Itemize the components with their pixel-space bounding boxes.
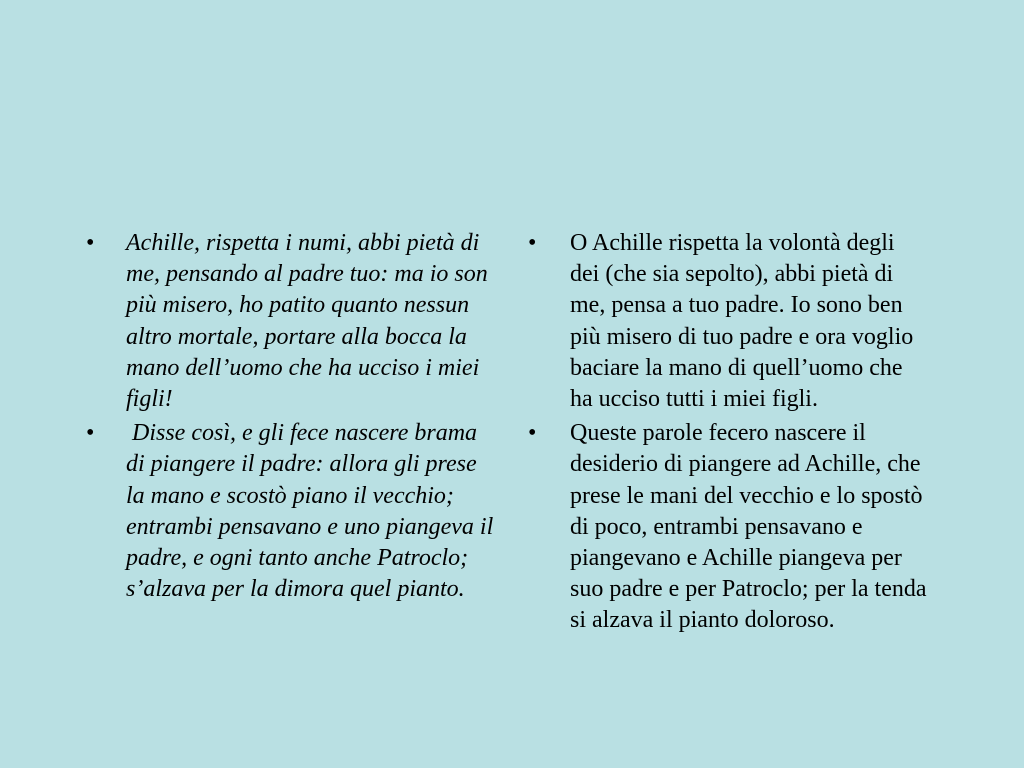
bullet-icon: • xyxy=(528,420,537,447)
list-item xyxy=(86,418,500,605)
list-item xyxy=(86,228,496,415)
list-item xyxy=(528,418,928,636)
list-item-text: O Achille rispetta la volontà degli dei (che sia sepolto), abbi pietà di me, pensa a tuo padre. Io sono ben più misero di tuo padre e ora voglio baciare la mano di quell’uomo che ha ucciso tutti i miei figli. xyxy=(570,230,914,413)
original-text-column xyxy=(86,228,500,608)
bullet-icon: • xyxy=(86,230,95,256)
list-item-text: Achille, rispetta i numi, abbi pietà di me, pensando al padre tuo: ma io son più misero, ho patito quanto nessun altro mortale, portare alla bocca la mano dell’uomo che ha ucciso i miei figli! xyxy=(126,230,488,413)
bullet-icon: • xyxy=(86,420,95,447)
list-item-text: Disse così, e gli fece nascere brama di piangere il padre: allora gli prese la mano e scostò piano il vecchio; entrambi pensavano e uno piangeva il padre, e ogni tanto anche Patroclo; s’alzava per la dimora quel pianto. xyxy=(126,420,500,603)
list-item xyxy=(528,228,928,415)
paraphrase-column xyxy=(528,228,928,640)
list-item-text: Queste parole fecero nascere il desiderio di piangere ad Achille, che prese le mani del vecchio e lo spostò di poco, entrambi pensavano e piangevano e Achille piangeva per suo padre e per Patroclo; per la tenda si alzava il pianto doloroso. xyxy=(570,420,927,634)
bullet-icon: • xyxy=(528,230,537,256)
